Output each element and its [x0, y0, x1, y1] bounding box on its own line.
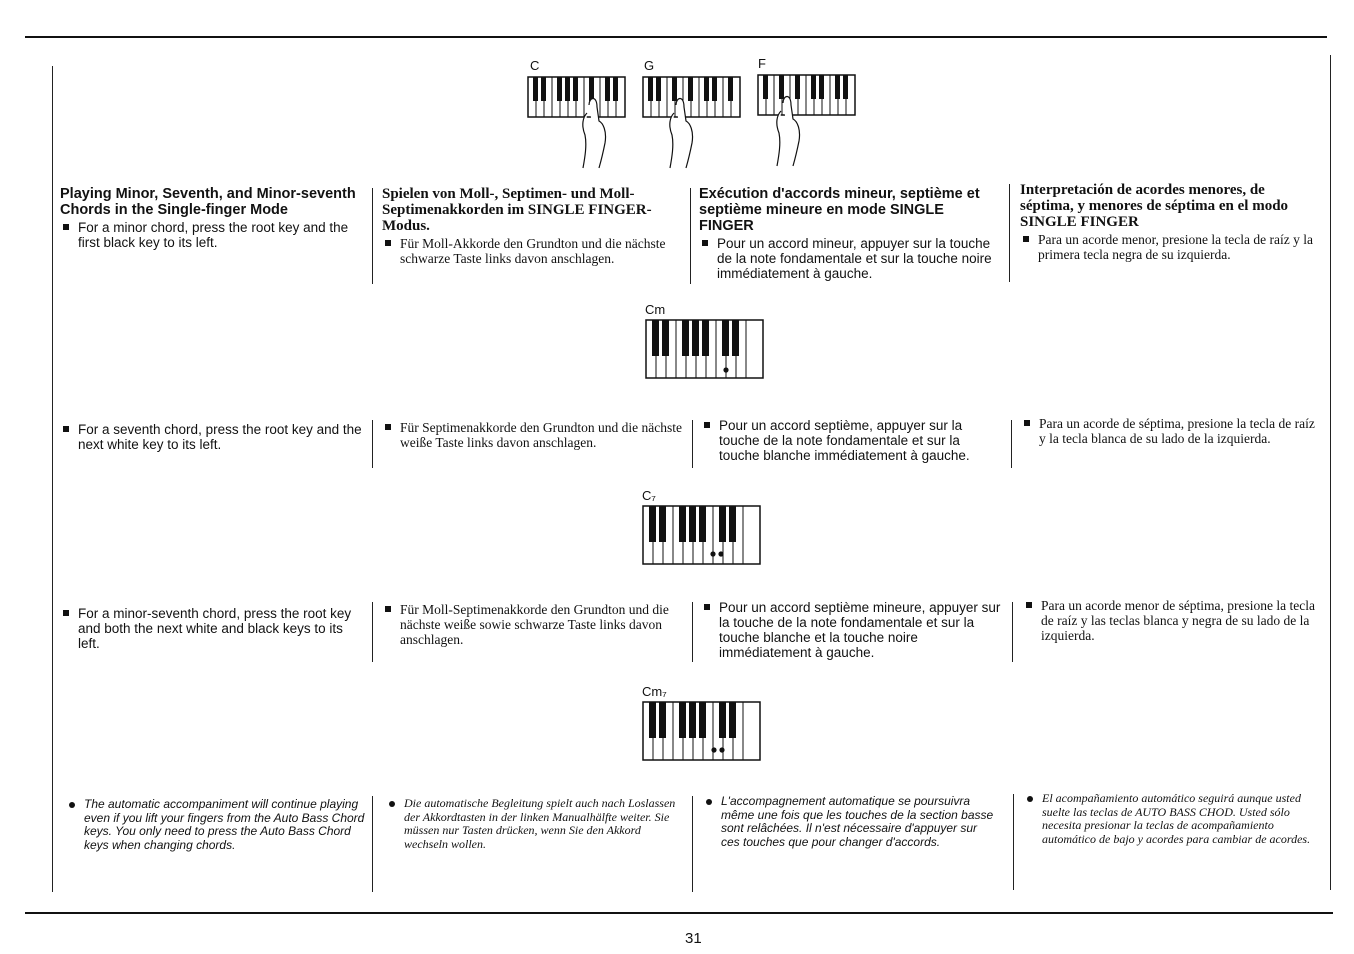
english-minor-text: For a minor chord, press the root key and the first black key to its left.	[78, 220, 349, 250]
spanish-heading: Interpretación de acordes menores, de séptima, y menores de séptima en el modo SINGLE FINGER	[1020, 182, 1289, 230]
french-heading: Exécution d'accords mineur, septième et septième mineure en mode SINGLE FINGER	[699, 186, 980, 234]
chord-label-c7: C₇	[642, 488, 656, 503]
french-column-minor-seventh	[701, 600, 1001, 660]
keyboard-c-with-hand	[527, 73, 627, 169]
bullet-square	[1026, 602, 1032, 608]
bullet-square	[63, 426, 69, 432]
german-minor-seventh-text: Für Moll-Septimenakkorde den Grundton und die nächste weiße sowie schwarze Taste links davon anschlagen.	[400, 602, 669, 647]
bullet-square	[63, 610, 69, 616]
page-number: 31	[685, 930, 702, 947]
top-rule	[25, 36, 1327, 38]
english-minor-seventh-text: For a minor-seventh chord, press the root key and both the next white and black keys to its left.	[78, 606, 352, 651]
keyboard-f-with-hand	[757, 71, 857, 167]
german-seventh-text: Für Septimenakkorde den Grundton und die nächste weiße Taste links davon anschlagen.	[400, 420, 682, 450]
german-minor-text: Für Moll-Akkorde den Grundton und die nächste schwarze Taste links davon anschlagen.	[400, 236, 666, 266]
spanish-column-seventh	[1021, 416, 1321, 446]
spanish-note-text: El acompañamiento automático seguirá aunque usted suelte las teclas de AUTO BASS CHOD. Usted sólo necesita presionar la teclas de acompañamiento automático de bajo y acordes para cambiar de acordes.	[1042, 791, 1311, 846]
bottom-rule	[25, 912, 1333, 914]
bullet-square	[704, 604, 710, 610]
chord-label-f: F	[758, 56, 766, 71]
french-seventh-text: Pour un accord septième, appuyer sur la touche de la note fondamentale et sur la touche blanche immédiatement à gauche.	[719, 418, 970, 463]
keyboard-c7	[642, 504, 762, 566]
left-margin-line	[52, 66, 53, 892]
spanish-column-minor	[1020, 182, 1320, 262]
right-margin-line	[1330, 55, 1331, 890]
spanish-seventh-text: Para un acorde de séptima, presione la tecla de raíz y la tecla blanca de su lado de la izquierda.	[1039, 416, 1315, 446]
french-minor-text: Pour un accord mineur, appuyer sur la touche de la note fondamentale et sur la touche noire immédiatement à gauche.	[717, 236, 992, 281]
german-note-text: Die automatische Begleitung spielt auch nach Loslassen der Akkordtasten in der linken Manualhälfte weiter. Sie müssen nur Tasten drücken, wenn Sie den Akkord wechseln wollen.	[404, 796, 676, 851]
column-divider	[1012, 602, 1013, 662]
keyboard-g-with-hand	[642, 73, 742, 169]
german-note	[386, 797, 682, 851]
french-column-seventh	[701, 418, 1001, 463]
bullet-square	[385, 424, 391, 430]
spanish-note	[1024, 792, 1324, 846]
bullet-dot	[389, 801, 395, 807]
spanish-minor-seventh-text: Para un acorde menor de séptima, presione la tecla de raíz y las teclas blanca y negra de su lado de la izquierda.	[1041, 598, 1316, 643]
bullet-dot	[1027, 796, 1033, 802]
column-divider	[692, 420, 693, 468]
english-note-text: The automatic accompaniment will continue playing even if you lift your fingers from the Auto Bass Chord keys. You only need to press the Auto Bass Chord keys when changing chords.	[84, 797, 365, 852]
german-heading: Spielen von Moll-, Septimen- und Moll-Septimenakkorden im SINGLE FINGER-Modus.	[382, 186, 652, 234]
column-divider	[372, 602, 373, 662]
english-column-minor-seventh	[60, 606, 365, 651]
column-divider	[692, 796, 693, 892]
keyboard-cm	[645, 318, 765, 380]
bullet-square	[1024, 420, 1030, 426]
french-column-minor	[699, 186, 999, 281]
bullet-square	[385, 240, 391, 246]
chord-label-cm: Cm	[645, 302, 666, 317]
bullet-square	[704, 422, 710, 428]
english-heading: Playing Minor, Seventh, and Minor-seventh Chords in the Single-finger Mode	[60, 186, 356, 218]
english-column-minor	[60, 186, 365, 250]
english-note	[66, 798, 368, 852]
column-divider	[372, 796, 373, 892]
column-divider	[1013, 794, 1014, 890]
german-column-minor-seventh	[382, 602, 682, 647]
french-note	[703, 795, 999, 849]
column-divider	[692, 602, 693, 662]
keyboard-cm7	[642, 700, 762, 762]
german-column-minor	[382, 186, 682, 266]
column-divider	[372, 420, 373, 468]
column-divider	[1011, 420, 1012, 468]
column-divider	[690, 188, 691, 284]
spanish-column-minor-seventh	[1023, 598, 1323, 643]
bullet-dot	[706, 799, 712, 805]
chord-label-g: G	[644, 58, 655, 73]
french-minor-seventh-text: Pour un accord septième mineure, appuyer sur la touche de la note fondamentale et sur la touche blanche et la touche noire immédiatement à gauche.	[719, 600, 1001, 660]
english-column-seventh	[60, 422, 365, 452]
chord-label-c: C	[530, 58, 540, 73]
column-divider	[372, 188, 373, 284]
english-seventh-text: For a seventh chord, press the root key and the next white key to its left.	[78, 422, 362, 452]
french-note-text: L'accompagnement automatique se poursuivra même une fois que les touches de la section basse sont relâchées. Il n'est nécessaire d'appuyer sur ces touches que pour changer d'accords.	[721, 794, 994, 849]
bullet-square	[1023, 236, 1029, 242]
chord-label-cm7: Cm₇	[642, 684, 667, 699]
bullet-square	[385, 606, 391, 612]
bullet-square	[63, 224, 69, 230]
column-divider	[1009, 184, 1010, 282]
german-column-seventh	[382, 420, 682, 450]
spanish-minor-text: Para un acorde menor, presione la tecla de raíz y la primera tecla negra de su izquierda.	[1038, 232, 1313, 262]
bullet-square	[702, 240, 708, 246]
bullet-dot	[69, 802, 75, 808]
